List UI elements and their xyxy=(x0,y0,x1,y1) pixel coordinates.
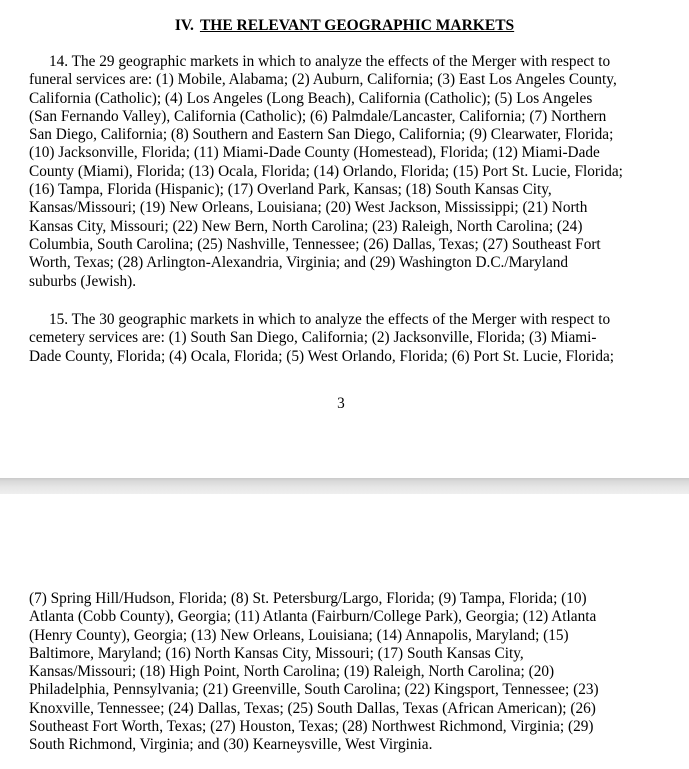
paragraph-line: Atlanta (Cobb County), Georgia; (11) Atlanta (Fairburn/College Park), Georgia; (12) Atlanta xyxy=(29,608,597,626)
paragraph-line: Dade County, Florida; (4) Ocala, Florida; (5) West Orlando, Florida; (6) Port St. Lucie, Florida; xyxy=(29,347,615,365)
paragraph-line: County (Miami), Florida; (13) Ocala, Florida; (14) Orlando, Florida; (15) Port St. Lucie, Florida; xyxy=(29,162,623,180)
paragraph-15-continued xyxy=(29,590,669,755)
paragraph-line: (San Fernando Valley), California (Catholic); (6) Palmdale/Lancaster, California; (7) Northern xyxy=(29,107,607,125)
paragraph-line: suburbs (Jewish). xyxy=(29,272,137,290)
paragraph-15 xyxy=(29,311,669,366)
paragraph-line: cemetery services are: (1) South San Diego, California; (2) Jacksonville, Florida; (3) Miami- xyxy=(29,329,597,347)
paragraph-line: 15. The 30 geographic markets in which to analyze the effects of the Merger with respect to xyxy=(49,311,611,328)
paragraph-line: (10) Jacksonville, Florida; (11) Miami-Dade County (Homestead), Florida; (12) Miami-Dade xyxy=(29,144,600,162)
paragraph-line: Worth, Texas; (28) Arlington-Alexandria, Virginia; and (29) Washington D.C./Maryland xyxy=(29,254,569,272)
paragraph-line: California (Catholic); (4) Los Angeles (Long Beach), California (Catholic); (5) Los Angeles xyxy=(29,89,593,107)
paragraph-line: Knoxville, Tennessee; (24) Dallas, Texas; (25) South Dallas, Texas (African American); (26) xyxy=(29,699,596,717)
section-title: THE RELEVANT GEOGRAPHIC MARKETS xyxy=(199,17,515,34)
paragraph-line: (7) Spring Hill/Hudson, Florida; (8) St. Petersburg/Largo, Florida; (9) Tampa, Florida; (10) xyxy=(29,590,587,607)
paragraph-line: funeral services are: (1) Mobile, Alabama; (2) Auburn, California; (3) East Los Angeles County, xyxy=(29,71,617,89)
paragraph-line: Kansas City, Missouri; (22) New Bern, North Carolina; (23) Raleigh, North Carolina; (24) xyxy=(29,217,583,235)
section-number: IV. xyxy=(174,17,194,34)
page-separator xyxy=(0,478,689,494)
paragraph-line: Kansas/Missouri; (18) High Point, North Carolina; (19) Raleigh, North Carolina; (20) xyxy=(29,663,555,681)
paragraph-line: Columbia, South Carolina; (25) Nashville, Tennessee; (26) Dallas, Texas; (27) Southeast Fort xyxy=(29,235,601,253)
paragraph-line: Baltimore, Maryland; (16) North Kansas City, Missouri; (17) South Kansas City, xyxy=(29,644,524,662)
section-heading xyxy=(0,16,689,36)
paragraph-line: Southeast Fort Worth, Texas; (27) Houston, Texas; (28) Northwest Richmond, Virginia; (29) xyxy=(29,718,594,736)
paragraph-line: South Richmond, Virginia; and (30) Kearneysville, West Virginia. xyxy=(29,736,433,754)
document-page-4 xyxy=(0,494,689,769)
paragraph-line: Philadelphia, Pennsylvania; (21) Greenville, South Carolina; (22) Kingsport, Tennessee; (23) xyxy=(29,681,599,699)
paragraph-line: Kansas/Missouri; (19) New Orleans, Louisiana; (20) West Jackson, Mississippi; (21) North xyxy=(29,199,588,217)
page-number: 3 xyxy=(337,395,345,412)
paragraph-line: San Diego, California; (8) Southern and Eastern San Diego, California; (9) Clearwater, Florida; xyxy=(29,126,614,144)
paragraph-14 xyxy=(29,53,669,291)
paragraph-line: (16) Tampa, Florida (Hispanic); (17) Overland Park, Kansas; (18) South Kansas City, xyxy=(29,181,552,199)
paragraph-line: 14. The 29 geographic markets in which to analyze the effects of the Merger with respect to xyxy=(49,53,611,70)
paragraph-line: (Henry County), Georgia; (13) New Orleans, Louisiana; (14) Annapolis, Maryland; (15) xyxy=(29,626,569,644)
